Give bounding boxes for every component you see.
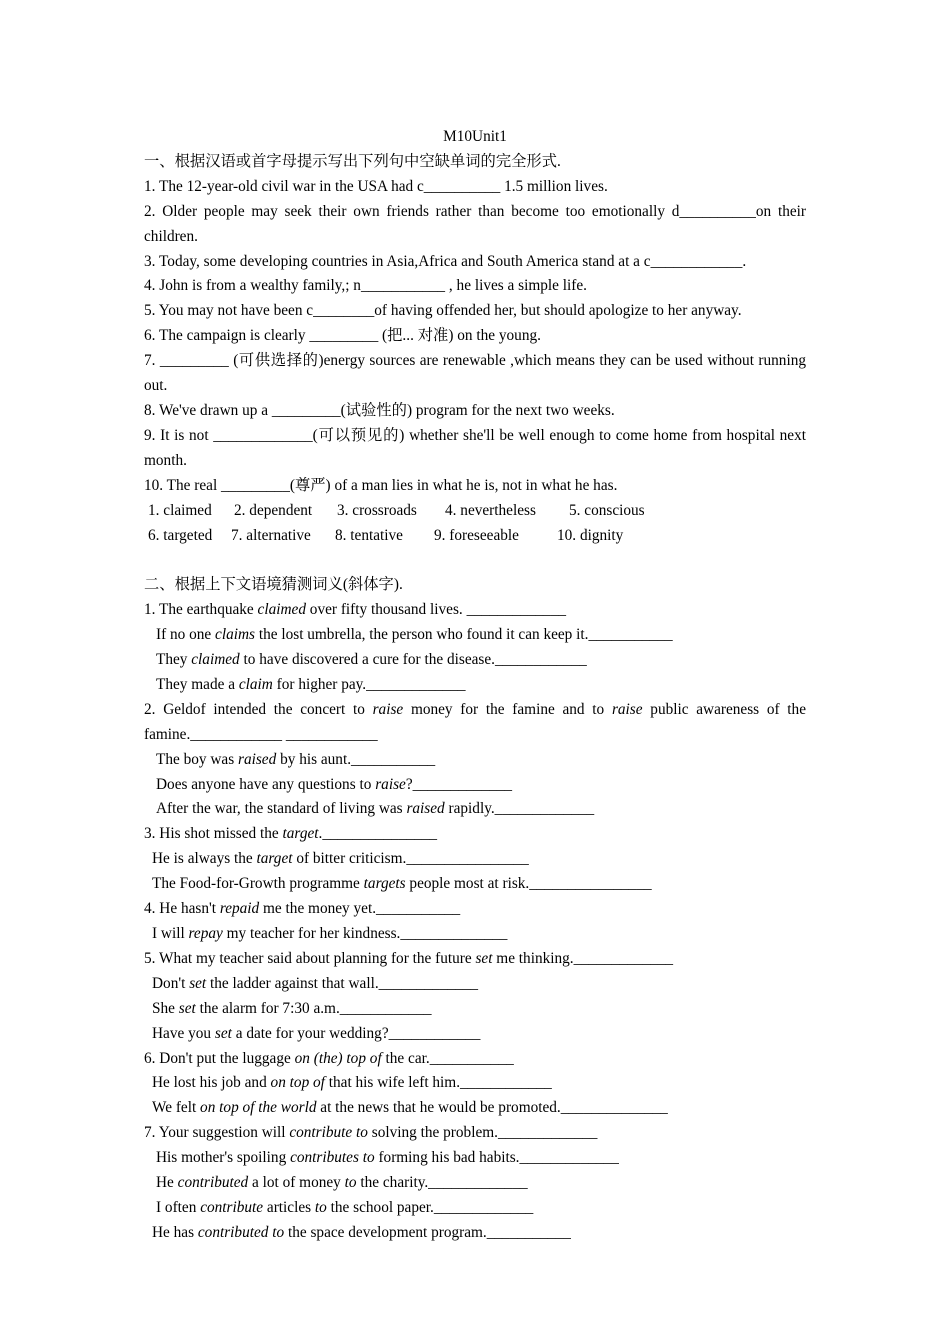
- part1-heading: 一、根据汉语或首字母提示写出下列句中空缺单词的完全形式.: [144, 152, 561, 170]
- claim-sentence-2: If no one claims the lost umbrella, the person who found it can keep it.___________: [156, 626, 673, 644]
- on-top-of-sentence-2: He lost his job and on top of that his wife left him.____________: [152, 1074, 552, 1092]
- answer-6: 6. targeted: [148, 526, 213, 544]
- target-sentence-3: The Food-for-Growth programme targets people most at risk.________________: [152, 875, 652, 893]
- claim-sentence-4: They made a claim for higher pay._____________: [156, 675, 466, 693]
- answer-3: 3. crossroads: [337, 501, 417, 519]
- part2-heading: 二、根据上下文语境猜测词义(斜体字).: [144, 576, 403, 594]
- claim-sentence-3: They claimed to have discovered a cure for the disease.____________: [156, 651, 587, 669]
- answer-8: 8. tentative: [335, 526, 403, 544]
- raise-sentence-2: The boy was raised by his aunt.___________: [156, 750, 436, 768]
- question-5: 5. You may not have been c________of having offended her, but should apologize to her anyway.: [144, 302, 742, 320]
- set-sentence-3: She set the alarm for 7:30 a.m.____________: [152, 999, 432, 1017]
- claim-sentence-1: 1. The earthquake claimed over fifty thousand lives. _____________: [144, 601, 567, 619]
- raise-sentence-3: Does anyone have any questions to raise?_____________: [156, 775, 513, 793]
- question-2: 2. Older people may seek their own friends rather than become too emotionally d__________on their children.: [144, 202, 806, 245]
- contribute-sentence-4: I often contribute articles to the school paper._____________: [156, 1198, 534, 1216]
- raise-sentence-1: 2. Geldof intended the concert to raise money for the famine and to raise public awareness of the famine.____________ ____________: [144, 700, 806, 743]
- answer-10: 10. dignity: [557, 526, 624, 544]
- question-10: 10. The real _________(尊严) of a man lies in what he is, not in what he has.: [144, 476, 618, 494]
- question-1: 1. The 12-year-old civil war in the USA had c__________ 1.5 million lives.: [144, 177, 608, 195]
- answer-4: 4. nevertheless: [445, 501, 536, 519]
- repay-sentence-2: I will repay my teacher for her kindness.______________: [152, 924, 508, 942]
- answer-5: 5. conscious: [569, 501, 645, 519]
- answer-1: 1. claimed: [148, 501, 212, 519]
- contribute-sentence-5: He has contributed to the space development program.___________: [152, 1223, 571, 1241]
- contribute-sentence-1: 7. Your suggestion will contribute to solving the problem._____________: [144, 1124, 598, 1142]
- question-9: 9. It is not _____________(可以预见的) whether she'll be well enough to come home from hospital next month.: [144, 426, 806, 469]
- repay-sentence-1: 4. He hasn't repaid me the money yet.___________: [144, 900, 461, 918]
- question-4: 4. John is from a wealthy family,; n___________ , he lives a simple life.: [144, 277, 587, 295]
- on-top-of-sentence-3: We felt on top of the world at the news that he would be promoted.______________: [152, 1099, 668, 1117]
- answers-row-2: [144, 524, 806, 549]
- set-sentence-1: 5. What my teacher said about planning for the future set me thinking._____________: [144, 949, 674, 967]
- on-top-of-sentence-1: 6. Don't put the luggage on (the) top of the car.___________: [144, 1049, 514, 1067]
- answer-9: 9. foreseeable: [434, 526, 519, 544]
- question-6: 6. The campaign is clearly _________ (把... 对准) on the young.: [144, 327, 541, 345]
- page-title: M10Unit1: [443, 128, 507, 145]
- target-sentence-1: 3. His shot missed the target._______________: [144, 825, 438, 843]
- contribute-sentence-3: He contributed a lot of money to the charity._____________: [156, 1174, 528, 1192]
- set-sentence-4: Have you set a date for your wedding?____________: [152, 1024, 481, 1042]
- answers-row-1: [144, 499, 806, 524]
- question-3: 3. Today, some developing countries in Asia,Africa and South America stand at a c____________.: [144, 252, 747, 270]
- answer-2: 2. dependent: [234, 501, 313, 519]
- question-7: 7. _________ (可供选择的)energy sources are renewable ,which means they can be used without running out.: [144, 352, 806, 395]
- contribute-sentence-2: His mother's spoiling contributes to forming his bad habits._____________: [156, 1149, 619, 1167]
- worksheet: [144, 125, 806, 1246]
- question-8: 8. We've drawn up a _________(试验性的) program for the next two weeks.: [144, 401, 615, 419]
- set-sentence-2: Don't set the ladder against that wall._____________: [152, 974, 479, 992]
- raise-sentence-4: After the war, the standard of living was raised rapidly._____________: [156, 800, 595, 818]
- answer-7: 7. alternative: [231, 526, 311, 544]
- target-sentence-2: He is always the target of bitter criticism.________________: [152, 850, 529, 868]
